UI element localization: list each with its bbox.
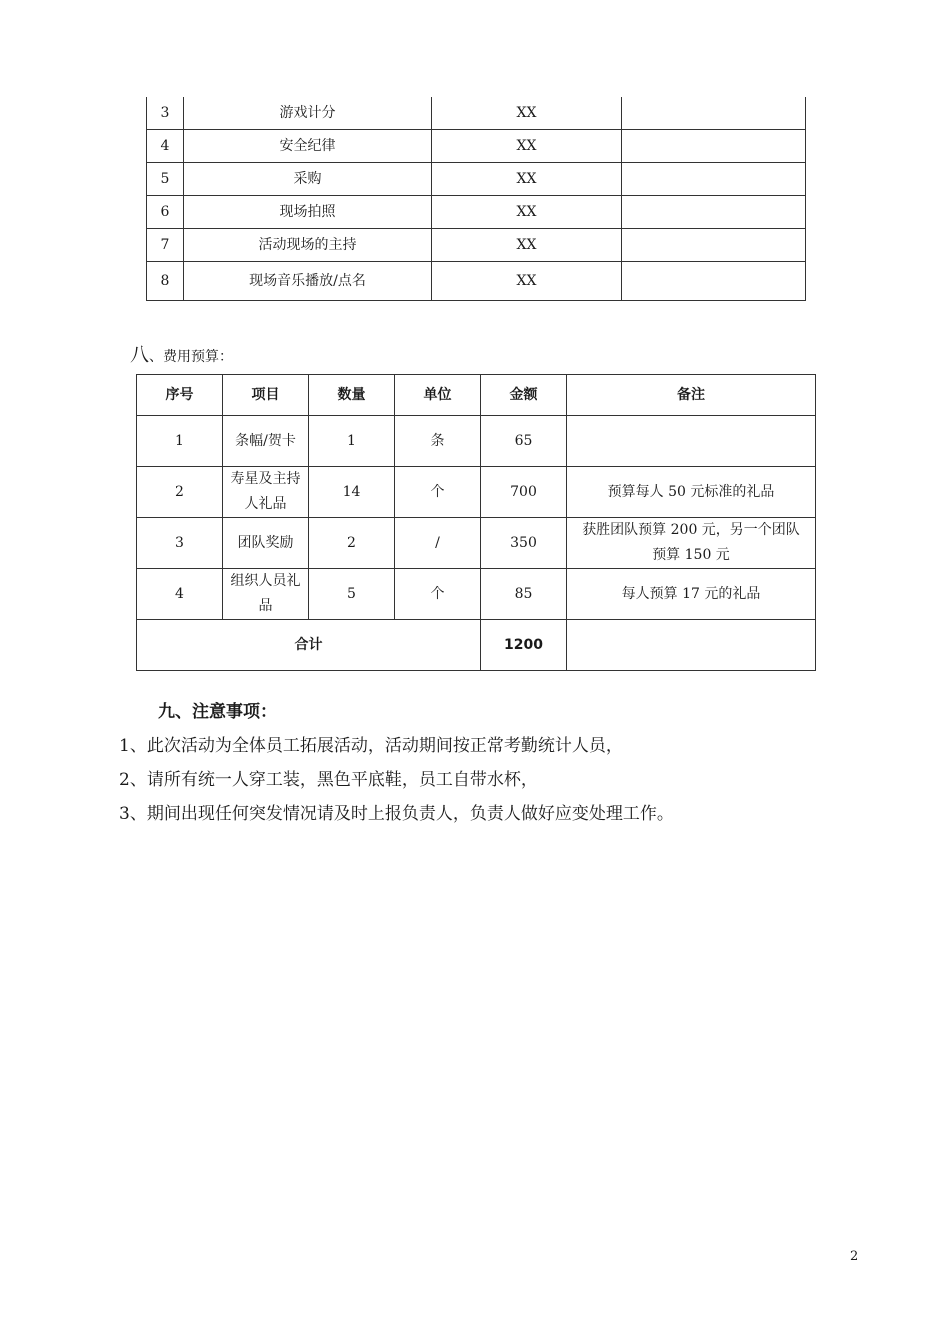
qty-cell: 14 [309,467,395,518]
row-number: 2 [137,467,223,518]
amount-cell: 65 [481,416,567,467]
person-cell: XX [432,97,622,130]
task-cell: 采购 [184,163,432,196]
qty-cell: 5 [309,569,395,620]
task-cell: 活动现场的主持 [184,229,432,262]
total-amount: 1200 [481,620,567,671]
unit-cell: 个 [395,467,481,518]
table-row [147,229,806,262]
note-item: 3、期间出现任何突发情况请及时上报负责人，负责人做好应变处理工作。 [119,804,674,824]
task-cell: 现场音乐播放/点名 [184,262,432,301]
row-number: 7 [147,229,184,262]
item-cell: 寿星及主持人礼品 [223,467,309,518]
row-number: 5 [147,163,184,196]
note-item: 2、请所有统一人穿工装，黑色平底鞋，员工自带水杯， [119,770,538,790]
table-row [147,97,806,130]
header-unit: 单位 [395,375,481,416]
row-number: 4 [137,569,223,620]
note-cell [622,163,806,196]
notes-section-heading: 九、注意事项： [158,702,277,722]
qty-cell: 1 [309,416,395,467]
row-number: 6 [147,196,184,229]
qty-cell: 2 [309,518,395,569]
row-number: 1 [137,416,223,467]
note-cell [622,196,806,229]
table-row [147,262,806,301]
total-label: 合计 [137,620,481,671]
item-cell: 团队奖励 [223,518,309,569]
header-qty: 数量 [309,375,395,416]
table-row [147,163,806,196]
remark-cell [567,416,816,467]
person-cell: XX [432,130,622,163]
table-header-row [137,375,816,416]
amount-cell: 350 [481,518,567,569]
person-cell: XX [432,262,622,301]
unit-cell: 个 [395,569,481,620]
section-title: 、费用预算： [149,349,234,365]
table-row [137,467,816,518]
person-cell: XX [432,196,622,229]
page-number: 2 [850,1249,859,1264]
task-cell: 安全纪律 [184,130,432,163]
budget-table [136,374,816,671]
table-row [147,130,806,163]
row-number: 8 [147,262,184,301]
table-row [137,569,816,620]
person-cell: XX [432,163,622,196]
table-row [147,196,806,229]
note-cell [622,229,806,262]
task-cell: 现场拍照 [184,196,432,229]
remark-cell: 预算每人 50 元标准的礼品 [567,467,816,518]
item-cell: 组织人员礼品 [223,569,309,620]
task-cell: 游戏计分 [184,97,432,130]
amount-cell: 85 [481,569,567,620]
budget-section-heading [130,340,233,367]
row-number: 3 [147,97,184,130]
total-row [137,620,816,671]
item-cell: 条幅/贺卡 [223,416,309,467]
header-item: 项目 [223,375,309,416]
header-amount: 金额 [481,375,567,416]
header-remark: 备注 [567,375,816,416]
total-remark [567,620,816,671]
table-row [137,416,816,467]
table-row [137,518,816,569]
staff-assignment-table [146,97,806,301]
remark-cell: 每人预算 17 元的礼品 [567,569,816,620]
person-cell: XX [432,229,622,262]
note-cell [622,97,806,130]
note-cell [622,130,806,163]
header-no: 序号 [137,375,223,416]
note-cell [622,262,806,301]
remark-cell: 获胜团队预算 200 元，另一个团队预算 150 元 [567,518,816,569]
note-item: 1、此次活动为全体员工拓展活动，活动期间按正常考勤统计人员， [119,736,623,756]
amount-cell: 700 [481,467,567,518]
unit-cell: 条 [395,416,481,467]
row-number: 4 [147,130,184,163]
row-number: 3 [137,518,223,569]
section-number: 八 [130,344,150,366]
unit-cell: / [395,518,481,569]
